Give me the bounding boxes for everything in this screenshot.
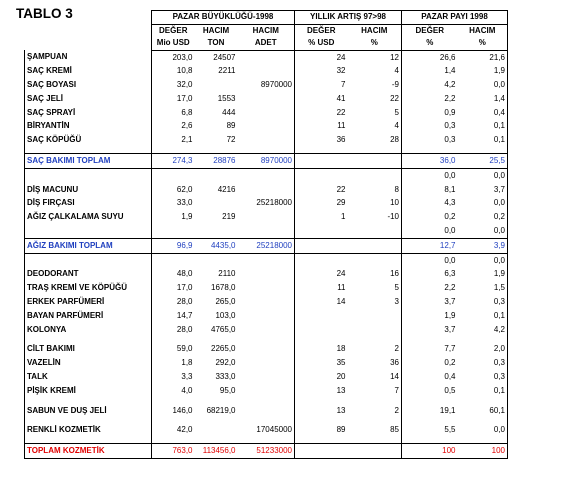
row-value: 25,5 xyxy=(458,154,508,169)
table-title: TABLO 3 xyxy=(16,6,73,21)
row-value: 0,3 xyxy=(402,133,458,147)
row-label xyxy=(25,168,152,182)
row-value: 1,8 xyxy=(152,356,195,370)
row-value: 16 xyxy=(390,269,399,279)
row-value: 265,0 xyxy=(215,297,236,307)
row-value xyxy=(348,309,402,323)
row-value: 0,0 xyxy=(402,253,458,267)
row-value xyxy=(295,309,348,323)
row-value: 4765,0 xyxy=(211,324,236,334)
row-value: 3,3 xyxy=(152,370,195,384)
row-value: 13 xyxy=(295,384,348,398)
header-empty-cell xyxy=(25,24,152,37)
table-row xyxy=(25,253,508,267)
row-value: 3 xyxy=(394,297,399,307)
row-value: 25218000 xyxy=(256,198,292,208)
row-label: DİŞ FIRÇASI xyxy=(25,196,152,210)
column-header: DEĞER xyxy=(402,24,458,37)
row-value: 0,0 xyxy=(402,224,458,238)
row-value: 19,1 xyxy=(402,404,458,418)
row-value: 2,2 xyxy=(402,281,458,295)
market-table xyxy=(24,10,508,459)
row-value xyxy=(238,210,295,224)
row-value xyxy=(152,224,195,238)
row-value: 4 xyxy=(394,66,399,76)
row-value: 14 xyxy=(390,372,399,382)
row-value: -9 xyxy=(391,80,399,90)
row-value: 0,3 xyxy=(458,295,508,309)
row-value xyxy=(295,444,348,459)
header-group-row xyxy=(25,11,508,25)
row-value: 12 xyxy=(390,52,399,62)
row-value: 85 xyxy=(390,425,399,435)
row-value xyxy=(195,168,238,182)
row-value: 62,0 xyxy=(152,183,195,197)
row-value xyxy=(152,253,195,267)
row-value: 7 xyxy=(394,385,399,395)
row-value: 32,0 xyxy=(152,78,195,92)
row-value: 219 xyxy=(222,212,236,222)
row-value: 10,8 xyxy=(152,64,195,78)
row-value: 0,5 xyxy=(402,384,458,398)
row-value xyxy=(295,154,348,169)
table-row xyxy=(25,356,508,370)
row-value: 24 xyxy=(295,267,348,281)
table-row xyxy=(25,92,508,106)
row-value: 36 xyxy=(295,133,348,147)
row-label: TALK xyxy=(25,370,152,384)
row-value: 3,7 xyxy=(402,323,458,337)
row-value: 68219,0 xyxy=(206,405,236,415)
row-value: 0,4 xyxy=(402,370,458,384)
row-value xyxy=(238,133,295,147)
row-value xyxy=(195,196,238,210)
row-value: 89 xyxy=(226,121,236,131)
row-label: CİLT BAKIMI xyxy=(25,342,152,356)
row-value: 2,1 xyxy=(152,133,195,147)
table-row xyxy=(25,224,508,238)
row-value xyxy=(238,92,295,106)
row-value: 100 xyxy=(458,444,508,459)
row-value xyxy=(195,78,238,92)
column-header: DEĞER xyxy=(295,24,348,37)
row-value xyxy=(152,168,195,182)
row-value xyxy=(238,384,295,398)
row-value xyxy=(348,154,402,169)
row-value: 2265,0 xyxy=(211,344,236,354)
row-label: AĞIZ BAKIMI TOPLAM xyxy=(25,238,152,253)
row-value: 96,9 xyxy=(152,238,195,253)
column-unit: % xyxy=(402,37,458,50)
row-label xyxy=(25,253,152,267)
row-label: BİRYANTİN xyxy=(25,119,152,133)
row-value: 6,3 xyxy=(402,267,458,281)
table-row xyxy=(25,210,508,224)
row-value: 4,0 xyxy=(152,384,195,398)
row-label: TOPLAM KOZMETİK xyxy=(25,444,152,459)
row-value: 103,0 xyxy=(215,310,236,320)
row-value: 28,0 xyxy=(152,295,195,309)
row-value: 28876 xyxy=(195,154,238,169)
table-row xyxy=(25,133,508,147)
row-value: 29 xyxy=(295,196,348,210)
row-value: 42,0 xyxy=(152,423,195,437)
row-value xyxy=(295,323,348,337)
column-header: HACIM xyxy=(238,24,295,37)
header-row-1 xyxy=(25,24,508,37)
row-value: 12,7 xyxy=(402,238,458,253)
row-label: TRAŞ KREMİ VE KÖPÜĞÜ xyxy=(25,281,152,295)
row-value: 5 xyxy=(394,107,399,117)
table-row xyxy=(25,119,508,133)
table-row xyxy=(25,106,508,120)
row-value: 28 xyxy=(390,135,399,145)
row-value: 0,3 xyxy=(458,356,508,370)
row-value: 14 xyxy=(295,295,348,309)
row-value: 0,3 xyxy=(402,119,458,133)
row-value: 17,0 xyxy=(152,281,195,295)
row-value: 0,4 xyxy=(458,106,508,120)
row-value: 333,0 xyxy=(215,372,236,382)
row-value: 0,0 xyxy=(458,78,508,92)
row-value: 1,4 xyxy=(458,92,508,106)
group-header: PAZAR BÜYÜKLÜĞÜ-1998 xyxy=(152,11,295,25)
row-value: 33,0 xyxy=(152,196,195,210)
row-value: 4,3 xyxy=(402,196,458,210)
row-value: 22 xyxy=(295,106,348,120)
row-value: 28,0 xyxy=(152,323,195,337)
row-value xyxy=(195,253,238,267)
row-label: SABUN VE DUŞ JELİ xyxy=(25,404,152,418)
row-value: 0,1 xyxy=(458,309,508,323)
row-value: 0,9 xyxy=(402,106,458,120)
row-label: SAÇ BOYASI xyxy=(25,78,152,92)
row-label: ŞAMPUAN xyxy=(25,50,152,64)
row-value: 4,2 xyxy=(458,323,508,337)
row-value xyxy=(238,119,295,133)
row-value: 2,2 xyxy=(402,92,458,106)
row-value: 4,2 xyxy=(402,78,458,92)
total-row xyxy=(25,154,508,169)
row-value: 100 xyxy=(402,444,458,459)
row-value xyxy=(238,106,295,120)
row-value xyxy=(295,253,348,267)
row-value: 6,8 xyxy=(152,106,195,120)
row-value xyxy=(238,309,295,323)
row-value: 4435,0 xyxy=(195,238,238,253)
row-value xyxy=(238,295,295,309)
row-value: 24 xyxy=(295,50,348,64)
row-label: PİŞİK KREMİ xyxy=(25,384,152,398)
row-value: 21,6 xyxy=(458,50,508,64)
row-value xyxy=(238,50,295,64)
row-value: 1,9 xyxy=(458,64,508,78)
table-row xyxy=(25,370,508,384)
row-value: 1,9 xyxy=(402,309,458,323)
row-value: 14,7 xyxy=(152,309,195,323)
row-value: 0,2 xyxy=(402,356,458,370)
row-value xyxy=(238,404,295,418)
row-value xyxy=(295,168,348,182)
table-body xyxy=(25,11,508,459)
column-unit: TON xyxy=(195,37,238,50)
table-row xyxy=(25,323,508,337)
row-value: 24507 xyxy=(213,52,236,62)
row-value: 2 xyxy=(394,344,399,354)
group-header: YILLIK ARTIŞ 97>98 xyxy=(295,11,402,25)
row-value xyxy=(348,224,402,238)
row-label: ERKEK PARFÜMERİ xyxy=(25,295,152,309)
row-value: 0,0 xyxy=(458,423,508,437)
row-label: DİŞ MACUNU xyxy=(25,183,152,197)
row-value: 2,0 xyxy=(458,342,508,356)
row-value: 2,6 xyxy=(152,119,195,133)
table-row xyxy=(25,342,508,356)
row-value xyxy=(348,253,402,267)
row-value: 72 xyxy=(226,135,236,145)
row-value xyxy=(195,224,238,238)
row-value: 5,5 xyxy=(402,423,458,437)
row-value: 0,0 xyxy=(458,224,508,238)
row-value: 17,0 xyxy=(152,92,195,106)
row-value: 1553 xyxy=(217,93,236,103)
column-unit: ADET xyxy=(238,37,295,50)
row-value xyxy=(238,168,295,182)
row-value: 13 xyxy=(295,404,348,418)
header-empty-cell xyxy=(25,11,152,25)
row-value: 763,0 xyxy=(152,444,195,459)
row-value: 60,1 xyxy=(458,404,508,418)
row-value xyxy=(195,423,238,437)
row-value xyxy=(238,253,295,267)
table-row xyxy=(25,309,508,323)
row-value xyxy=(238,356,295,370)
row-value: 18 xyxy=(295,342,348,356)
table-row xyxy=(25,281,508,295)
row-value: 2110 xyxy=(218,269,236,279)
row-value xyxy=(238,183,295,197)
row-value xyxy=(238,370,295,384)
table-row xyxy=(25,64,508,78)
row-value: 8 xyxy=(394,184,399,194)
row-value: 4 xyxy=(394,121,399,131)
row-value: 0,0 xyxy=(402,168,458,182)
row-label: AĞIZ ÇALKALAMA SUYU xyxy=(25,210,152,224)
row-value: 1,4 xyxy=(402,64,458,78)
table-row xyxy=(25,295,508,309)
row-value xyxy=(295,238,348,253)
table-row xyxy=(25,267,508,281)
row-value xyxy=(238,342,295,356)
row-value: 2211 xyxy=(218,66,236,76)
row-value: 0,0 xyxy=(458,168,508,182)
header-empty-cell xyxy=(25,37,152,50)
row-value: 41 xyxy=(295,92,348,106)
row-value: 20 xyxy=(295,370,348,384)
column-header: HACIM xyxy=(458,24,508,37)
table-row xyxy=(25,196,508,210)
row-value xyxy=(238,224,295,238)
row-value: 11 xyxy=(295,119,348,133)
row-label: RENKLİ KOZMETİK xyxy=(25,423,152,437)
row-value xyxy=(348,444,402,459)
row-value: 51233000 xyxy=(238,444,295,459)
column-unit: % xyxy=(348,37,402,50)
column-header: HACIM xyxy=(348,24,402,37)
row-value: 48,0 xyxy=(152,267,195,281)
row-value: 22 xyxy=(390,93,399,103)
row-value: 292,0 xyxy=(215,358,236,368)
row-value: 113456,0 xyxy=(195,444,238,459)
row-value: -10 xyxy=(387,212,399,222)
row-value: 22 xyxy=(295,183,348,197)
row-value: 36 xyxy=(390,358,399,368)
row-value: 8970000 xyxy=(260,80,292,90)
row-label: SAÇ JELİ xyxy=(25,92,152,106)
table-row xyxy=(25,423,508,437)
row-value xyxy=(295,224,348,238)
row-value: 89 xyxy=(295,423,348,437)
table-row xyxy=(25,404,508,418)
row-value: 0,1 xyxy=(458,384,508,398)
column-unit: Mio USD xyxy=(152,37,195,50)
row-value xyxy=(238,323,295,337)
column-header: HACIM xyxy=(202,25,230,35)
header-row-2 xyxy=(25,37,508,50)
row-value xyxy=(348,238,402,253)
row-value: 59,0 xyxy=(152,342,195,356)
row-value: 274,3 xyxy=(152,154,195,169)
row-label: DEODORANT xyxy=(25,267,152,281)
row-label: SAÇ KREMİ xyxy=(25,64,152,78)
group-header: PAZAR PAYI 1998 xyxy=(402,11,508,25)
row-value: 95,0 xyxy=(219,385,236,395)
row-value: 17045000 xyxy=(256,425,292,435)
row-value: 1678,0 xyxy=(211,283,236,293)
row-value: 10 xyxy=(390,198,399,208)
row-label: SAÇ SPRAYİ xyxy=(25,106,152,120)
row-value: 146,0 xyxy=(152,404,195,418)
row-value xyxy=(348,323,402,337)
total-row xyxy=(25,238,508,253)
row-value xyxy=(348,168,402,182)
row-value: 0,1 xyxy=(458,119,508,133)
table-row xyxy=(25,50,508,64)
row-value: 5 xyxy=(394,283,399,293)
column-header: DEĞER xyxy=(152,24,195,37)
row-value xyxy=(238,281,295,295)
row-value: 0,3 xyxy=(458,370,508,384)
row-value: 0,0 xyxy=(458,253,508,267)
row-value: 1 xyxy=(295,210,348,224)
row-label xyxy=(25,224,152,238)
row-value: 3,7 xyxy=(402,295,458,309)
row-value: 0,2 xyxy=(402,210,458,224)
row-value: 7,7 xyxy=(402,342,458,356)
row-label: VAZELİN xyxy=(25,356,152,370)
row-value: 4216 xyxy=(217,184,236,194)
row-value: 203,0 xyxy=(152,50,195,64)
column-unit: % USD xyxy=(295,37,348,50)
row-value: 35 xyxy=(295,356,348,370)
column-unit: % xyxy=(458,37,508,50)
table-row xyxy=(25,384,508,398)
row-value: 0,1 xyxy=(458,133,508,147)
row-label: KOLONYA xyxy=(25,323,152,337)
row-value: 1,9 xyxy=(458,267,508,281)
row-value: 1,5 xyxy=(458,281,508,295)
row-value: 32 xyxy=(295,64,348,78)
row-label: BAYAN PARFÜMERİ xyxy=(25,309,152,323)
row-value: 3,7 xyxy=(458,183,508,197)
row-value: 26,6 xyxy=(402,50,458,64)
row-value: 2 xyxy=(394,405,399,415)
row-label: SAÇ KÖPÜĞÜ xyxy=(25,133,152,147)
row-value: 444 xyxy=(222,107,236,117)
table-row xyxy=(25,183,508,197)
row-value: 25218000 xyxy=(238,238,295,253)
row-value: 0,2 xyxy=(458,210,508,224)
table-row xyxy=(25,78,508,92)
row-value: 0,0 xyxy=(458,196,508,210)
row-value xyxy=(238,64,295,78)
row-value: 11 xyxy=(295,281,348,295)
total-row xyxy=(25,444,508,459)
row-value: 3,9 xyxy=(458,238,508,253)
row-value: 8970000 xyxy=(238,154,295,169)
row-label: SAÇ BAKIMI TOPLAM xyxy=(25,154,152,169)
row-value: 1,9 xyxy=(152,210,195,224)
table-row xyxy=(25,168,508,182)
row-value xyxy=(238,267,295,281)
row-value: 36,0 xyxy=(402,154,458,169)
row-value: 8,1 xyxy=(402,183,458,197)
row-value: 7 xyxy=(295,78,348,92)
